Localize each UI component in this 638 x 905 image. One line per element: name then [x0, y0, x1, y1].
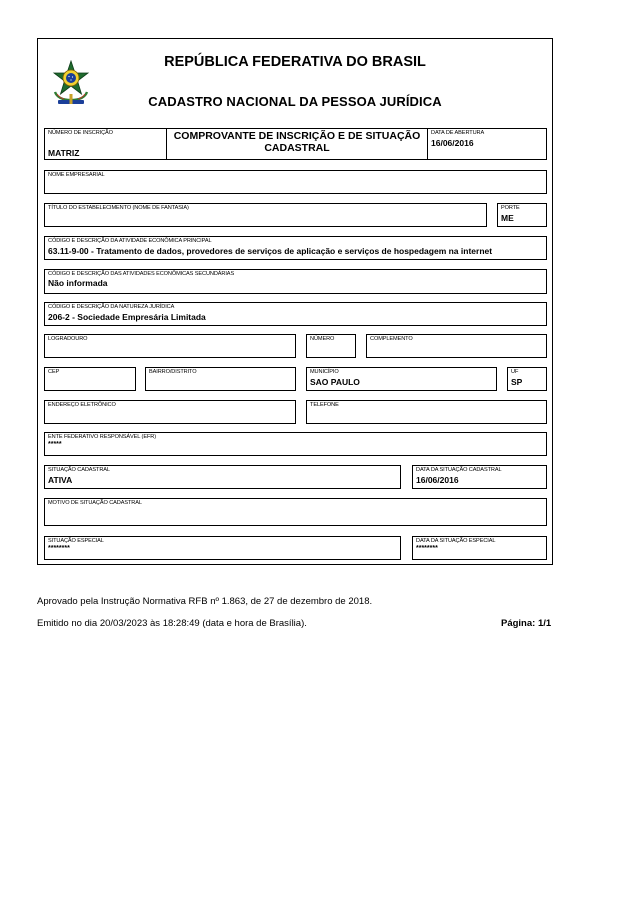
natureza-juridica-label: CÓDIGO E DESCRIÇÃO DA NATUREZA JURÍDICA [48, 304, 175, 310]
data-abertura-value: 16/06/2016 [431, 138, 474, 148]
numero-inscricao-value: MATRIZ [48, 148, 80, 158]
data-abertura-field [427, 128, 547, 160]
comprovante-title: COMPROVANTE DE INSCRIÇÃO E DE SITUAÇÃO CADASTRAL [173, 130, 421, 154]
data-situacao-especial-label: DATA DA SITUAÇÃO ESPECIAL [416, 538, 496, 544]
bairro-field [145, 367, 296, 391]
endereco-eletronico-label: ENDEREÇO ELETRÔNICO [48, 402, 116, 408]
situacao-cadastral-value: ATIVA [48, 475, 73, 485]
situacao-especial-value: ******** [48, 545, 70, 552]
logradouro-field [44, 334, 296, 358]
porte-label: PORTE [501, 205, 520, 211]
municipio-field [306, 367, 497, 391]
data-situacao-especial-value: ******** [416, 545, 438, 552]
numero-inscricao-field [44, 128, 167, 160]
data-abertura-label: DATA DE ABERTURA [431, 130, 485, 136]
cep-field [44, 367, 136, 391]
porte-value: ME [501, 213, 514, 223]
atividades-secundarias-value: Não informada [48, 278, 108, 288]
uf-field [507, 367, 547, 391]
emission-note: Emitido no dia 20/03/2023 às 18:28:49 (data e hora de Brasília). [37, 618, 307, 629]
atividades-secundarias-field [44, 269, 547, 294]
brazil-coat-of-arms-icon [50, 60, 92, 106]
numero-inscricao-label: NÚMERO DE INSCRIÇÃO [48, 130, 113, 136]
efr-value: ***** [48, 441, 62, 448]
approval-note: Aprovado pela Instrução Normativa RFB nº 1.863, de 27 de dezembro de 2018. [37, 596, 373, 607]
numero-field [306, 334, 356, 358]
uf-value: SP [511, 377, 523, 387]
municipio-label: MUNICÍPIO [310, 369, 339, 375]
nome-empresarial-label: NOME EMPRESARIAL [48, 172, 105, 178]
endereco-eletronico-field [44, 400, 296, 424]
logradouro-label: LOGRADOURO [48, 336, 88, 342]
data-situacao-cadastral-field [412, 465, 547, 489]
porte-field [497, 203, 547, 227]
atividades-secundarias-label: CÓDIGO E DESCRIÇÃO DAS ATIVIDADES ECONÔMICAS SECUNDÁRIAS [48, 271, 235, 277]
municipio-value: SAO PAULO [310, 377, 360, 387]
situacao-especial-label: SITUAÇÃO ESPECIAL [48, 538, 104, 544]
motivo-situacao-field [44, 498, 547, 526]
page-subtitle: CADASTRO NACIONAL DA PESSOA JURÍDICA [148, 94, 442, 109]
atividade-principal-field [44, 236, 547, 260]
data-situacao-especial-field [412, 536, 547, 560]
page-title: REPÚBLICA FEDERATIVA DO BRASIL [164, 54, 426, 70]
data-situacao-cadastral-value: 16/06/2016 [416, 475, 459, 485]
efr-field [44, 432, 547, 456]
nome-empresarial-field [44, 170, 547, 194]
situacao-cadastral-field [44, 465, 401, 489]
uf-label: UF [511, 369, 519, 375]
data-situacao-cadastral-label: DATA DA SITUAÇÃO CADASTRAL [416, 467, 502, 473]
telefone-field [306, 400, 547, 424]
motivo-situacao-label: MOTIVO DE SITUAÇÃO CADASTRAL [48, 500, 142, 506]
page-number: Página: 1/1 [501, 618, 552, 629]
situacao-cadastral-label: SITUAÇÃO CADASTRAL [48, 467, 110, 473]
telefone-label: TELEFONE [310, 402, 339, 408]
atividade-principal-label: CÓDIGO E DESCRIÇÃO DA ATIVIDADE ECONÔMICA PRINCIPAL [48, 238, 212, 244]
complemento-field [366, 334, 547, 358]
complemento-label: COMPLEMENTO [370, 336, 413, 342]
cep-label: CEP [48, 369, 60, 375]
natureza-juridica-value: 206-2 - Sociedade Empresária Limitada [48, 312, 206, 322]
natureza-juridica-field [44, 302, 547, 326]
numero-label: NÚMERO [310, 336, 335, 342]
bairro-label: BAIRRO/DISTRITO [149, 369, 197, 375]
atividade-principal-value: 63.11-9-00 - Tratamento de dados, provedores de serviços de aplicação e serviços de hospedagem na internet [48, 246, 493, 256]
titulo-estabelecimento-field [44, 203, 487, 227]
titulo-estabelecimento-label: TÍTULO DO ESTABELECIMENTO (NOME DE FANTASIA) [48, 205, 189, 211]
efr-label: ENTE FEDERATIVO RESPONSÁVEL (EFR) [48, 434, 156, 440]
situacao-especial-field [44, 536, 401, 560]
